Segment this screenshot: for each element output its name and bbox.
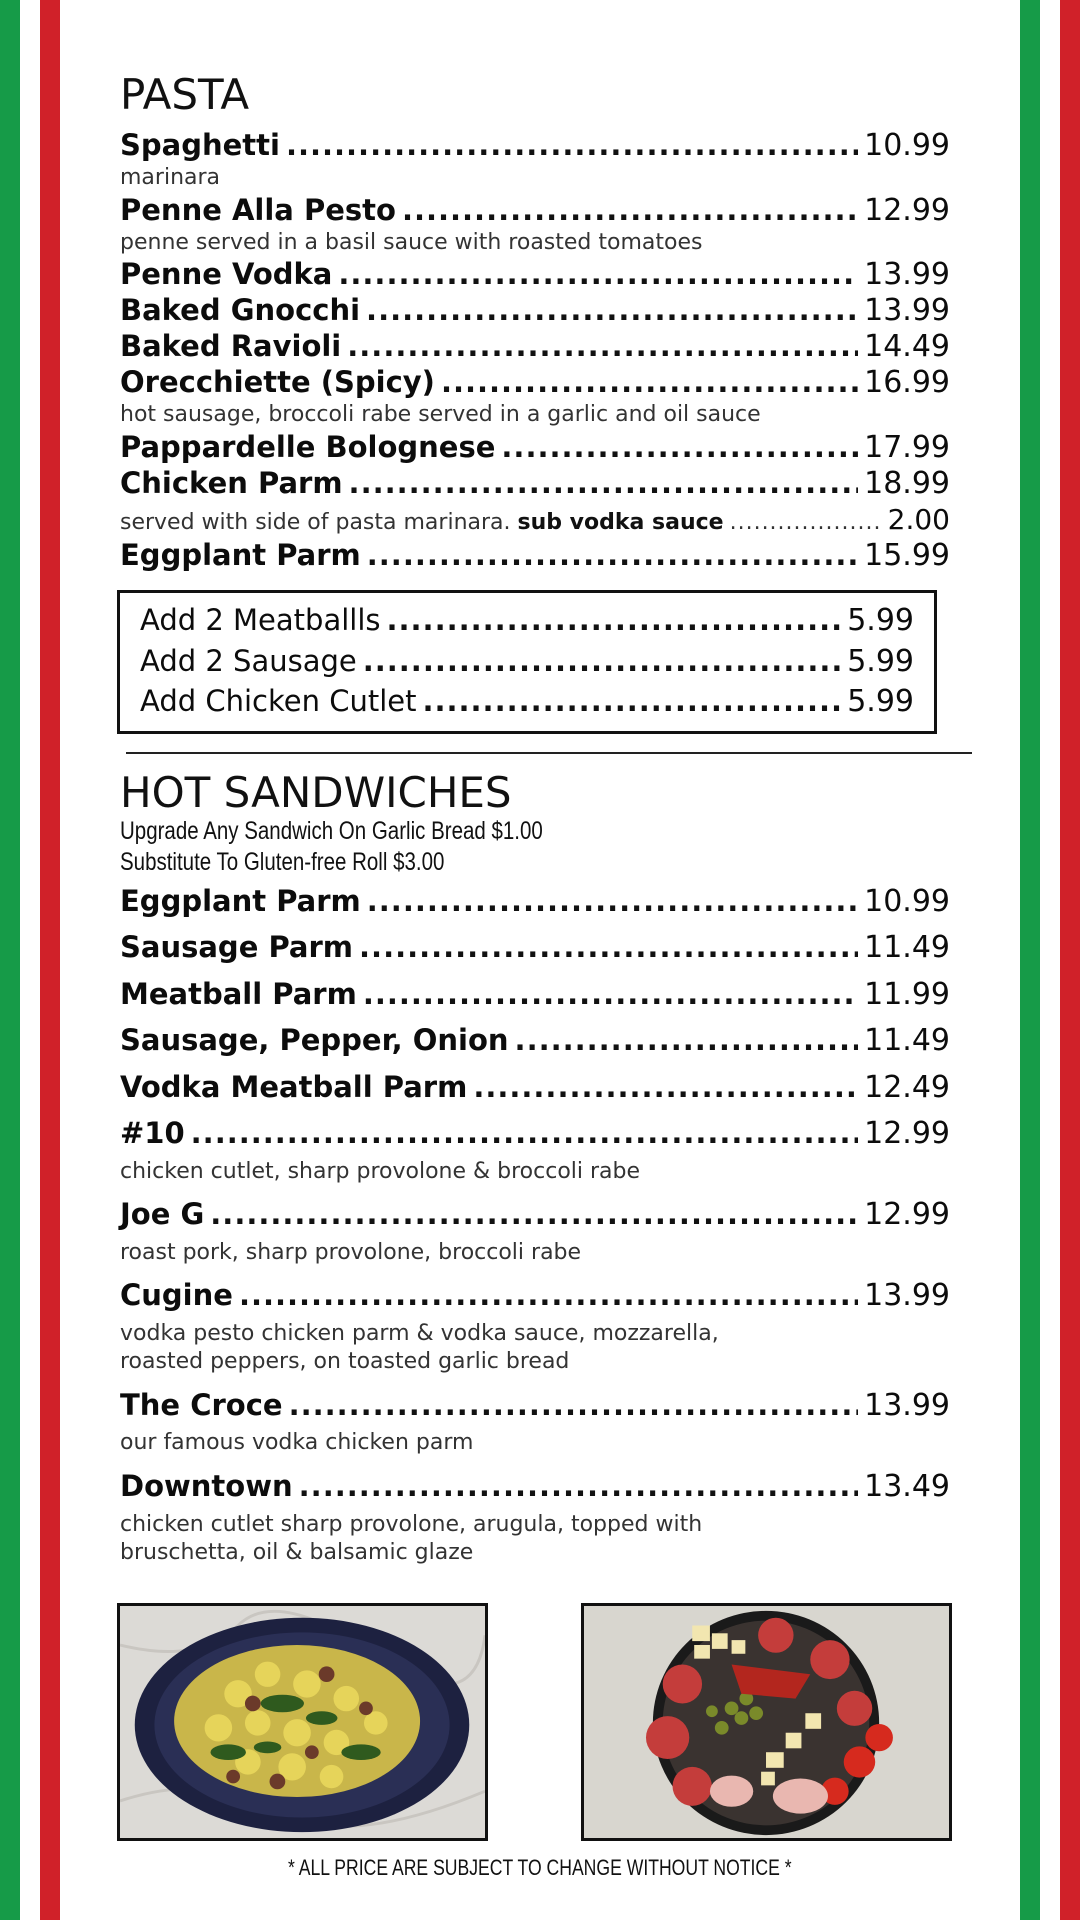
menu-item: Downtown ..... 13.49 — [120, 1464, 950, 1511]
pasta-list — [120, 128, 950, 574]
menu-item: Spaghetti ..... 10.99 — [120, 128, 950, 164]
menu-item: Baked Ravioli ..... 14.49 — [120, 329, 950, 365]
menu-item: Baked Gnocchi ..... 13.99 — [120, 293, 950, 329]
hot-sandwiches-title: HOT SANDWICHES — [120, 767, 512, 817]
antipasto-platter-photo — [581, 1603, 952, 1841]
flag-stripe-red-left — [40, 0, 60, 1920]
menu-item: Penne Vodka ..... 13.99 — [120, 257, 950, 293]
food-photos — [117, 1603, 952, 1845]
item-description: hot sausage, broccoli rabe served in a garlic and oil sauce — [120, 402, 761, 428]
menu-item: Chicken Parm ..... 18.99 — [120, 466, 950, 502]
addon-item: Add Chicken Cutlet ..... 5.99 — [140, 682, 914, 723]
item-description: marinara — [120, 165, 221, 191]
item-description: bruschetta, oil & balsamic glaze — [120, 1540, 474, 1566]
sandwich-note: Substitute To Gluten-free Roll $3.00 — [120, 848, 445, 877]
item-description: penne served in a basil sauce with roasted tomatoes — [120, 229, 703, 255]
flag-stripe-white-right — [1040, 0, 1060, 1920]
sandwich-list — [120, 879, 950, 1568]
menu-item: Eggplant Parm ..... 10.99 — [120, 879, 950, 926]
item-description: our famous vodka chicken parm — [120, 1430, 474, 1456]
menu-item: Sausage Parm ..... 11.49 — [120, 925, 950, 972]
item-description: roast pork, sharp provolone, broccoli rabe — [120, 1239, 582, 1265]
pasta-title: PASTA — [120, 70, 250, 119]
menu-item: The Croce ..... 13.99 — [120, 1383, 950, 1430]
flag-stripe-red-right — [1060, 0, 1080, 1920]
menu-item: Cugine ..... 13.99 — [120, 1273, 950, 1320]
addon-item: Add 2 Sausage ..... 5.99 — [140, 642, 914, 683]
menu-content — [120, 0, 950, 1568]
addon-item: Add 2 Meatballls ..... 5.99 — [140, 601, 914, 642]
menu-item: Vodka Meatball Parm ..... 12.49 — [120, 1065, 950, 1112]
sandwich-note: Upgrade Any Sandwich On Garlic Bread $1.00 — [120, 817, 543, 846]
section-divider — [126, 752, 972, 754]
menu-item: Penne Alla Pesto ..... 12.99 — [120, 193, 950, 229]
menu-item: Sausage, Pepper, Onion ..... 11.49 — [120, 1018, 950, 1065]
item-description: chicken cutlet sharp provolone, arugula, topped with — [120, 1511, 703, 1537]
menu-item: Eggplant Parm ..... 15.99 — [120, 538, 950, 574]
addons-box — [117, 590, 937, 734]
menu-item: Meatball Parm ..... 11.99 — [120, 972, 950, 1019]
chicken-parm-note: served with side of pasta marinara. sub vodka sauce ..... 2.00 — [120, 502, 950, 538]
item-description: chicken cutlet, sharp provolone & broccoli rabe — [120, 1158, 641, 1184]
orecchiette-photo — [117, 1603, 488, 1841]
flag-stripe-white-left — [20, 0, 40, 1920]
menu-item: Pappardelle Bolognese ..... 17.99 — [120, 430, 950, 466]
item-description: roasted peppers, on toasted garlic bread — [120, 1349, 570, 1375]
price-disclaimer: * ALL PRICE ARE SUBJECT TO CHANGE WITHOUT NOTICE * — [288, 1855, 792, 1880]
item-description: vodka pesto chicken parm & vodka sauce, mozzarella, — [120, 1320, 719, 1346]
flag-stripe-green-right — [1020, 0, 1040, 1920]
menu-item: #10 ..... 12.99 — [120, 1111, 950, 1158]
menu-item: Joe G ..... 12.99 — [120, 1192, 950, 1239]
menu-item: Orecchiette (Spicy) ..... 16.99 — [120, 365, 950, 401]
flag-stripe-green-left — [0, 0, 20, 1920]
